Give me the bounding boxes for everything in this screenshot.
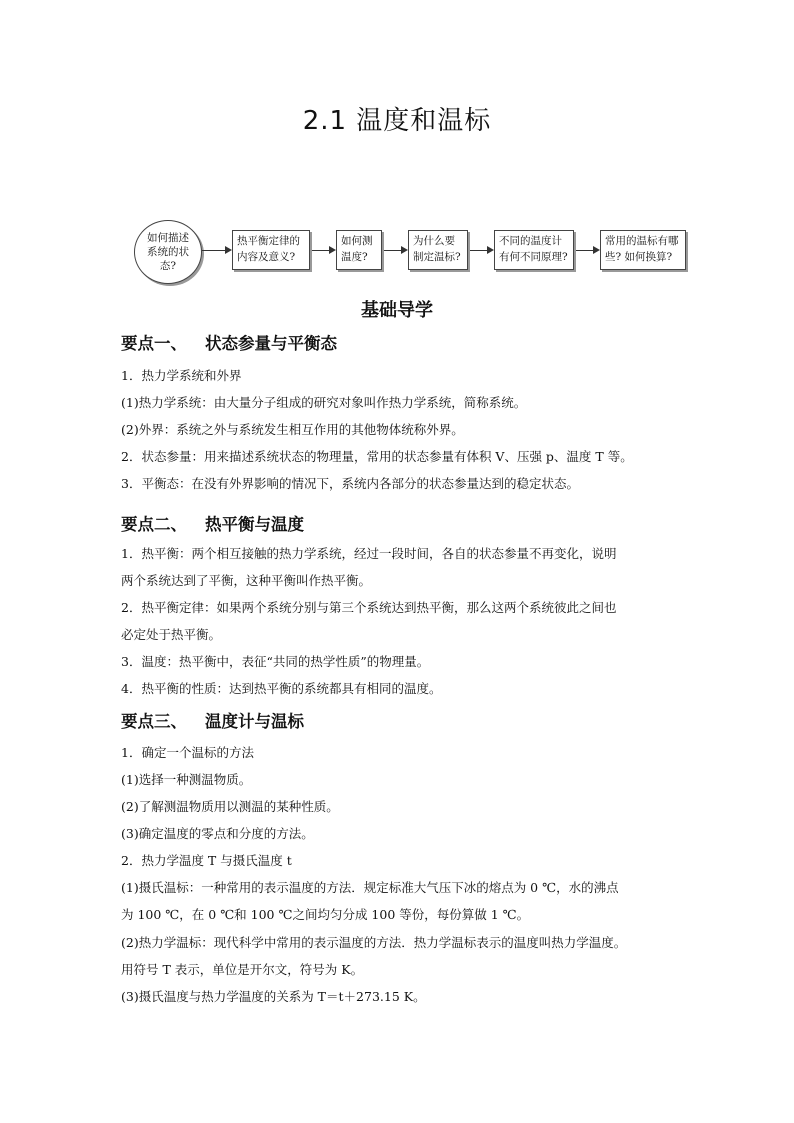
flow-arrow [470,250,492,251]
text-line: 3．平衡态：在没有外界影响的情况下，系统内各部分的状态参量达到的稳定状态。 [121,476,579,491]
text-line: 4．热平衡的性质：达到热平衡的系统都具有相同的温度。 [121,681,442,696]
point-heading: 要点三、 温度计与温标 [121,712,304,731]
point-heading: 要点一、 状态参量与平衡态 [121,334,337,353]
text-line: 必定处于热平衡。 [121,627,222,642]
flow-arrow [384,250,406,251]
flow-step: 热平衡定律的内容及意义? [232,230,310,270]
flow-step: 为什么要制定温标? [408,230,468,270]
text-line: 2．热平衡定律：如果两个系统分别与第三个系统达到热平衡，那么这两个系统彼此之间也 [121,600,617,615]
text-line: 3．温度：热平衡中，表征“共同的热学性质”的物理量。 [121,654,430,669]
flow-arrow [576,250,598,251]
flow-arrow [312,250,334,251]
text-line: 2．热力学温度 T 与摄氏温度 t [121,853,292,868]
text-line: 为 100 ℃，在 0 ℃和 100 ℃之间均匀分成 100 等份，每份算做 1 ℃。 [121,907,530,922]
flow-step: 常用的温标有哪些? 如何换算? [600,230,686,270]
point-heading: 要点二、 热平衡与温度 [121,515,304,534]
text-line: (2)外界：系统之外与系统发生相互作用的其他物体统称外界。 [121,422,464,437]
concept-flowchart [130,218,700,288]
text-line: (1)选择一种测温物质。 [121,772,252,787]
section-heading: 基础导学 [361,300,433,321]
flow-start-node: 如何描述系统的状态? [134,220,202,284]
text-line: (3)确定温度的零点和分度的方法。 [121,826,314,841]
flow-step: 不同的温度计有何不同原理? [494,230,574,270]
text-line: (3)摄氏温度与热力学温度的关系为 T＝t＋273.15 K。 [121,989,426,1004]
text-line: (1)热力学系统：由大量分子组成的研究对象叫作热力学系统，简称系统。 [121,395,527,410]
text-line: (1)摄氏温标：一种常用的表示温度的方法．规定标准大气压下冰的熔点为 0 ℃，水的沸点 [121,880,619,895]
text-line: (2)热力学温标：现代科学中常用的表示温度的方法．热力学温标表示的温度叫热力学温度。 [121,935,627,950]
text-line: 用符号 T 表示，单位是开尔文，符号为 K。 [121,962,364,977]
flow-arrow [202,250,230,251]
text-line: 1．确定一个温标的方法 [121,745,254,760]
text-line: 1．热平衡：两个相互接触的热力学系统，经过一段时间，各自的状态参量不再变化，说明 [121,546,617,561]
text-line: 1．热力学系统和外界 [121,368,242,383]
text-line: 2．状态参量：用来描述系统状态的物理量，常用的状态参量有体积 V、压强 p、温度 T 等。 [121,449,633,464]
flow-step: 如何测温度? [336,230,382,270]
text-line: (2)了解测温物质用以测温的某种性质。 [121,799,339,814]
text-line: 两个系统达到了平衡，这种平衡叫作热平衡。 [121,573,372,588]
page-title: 2.1 温度和温标 [302,106,492,136]
